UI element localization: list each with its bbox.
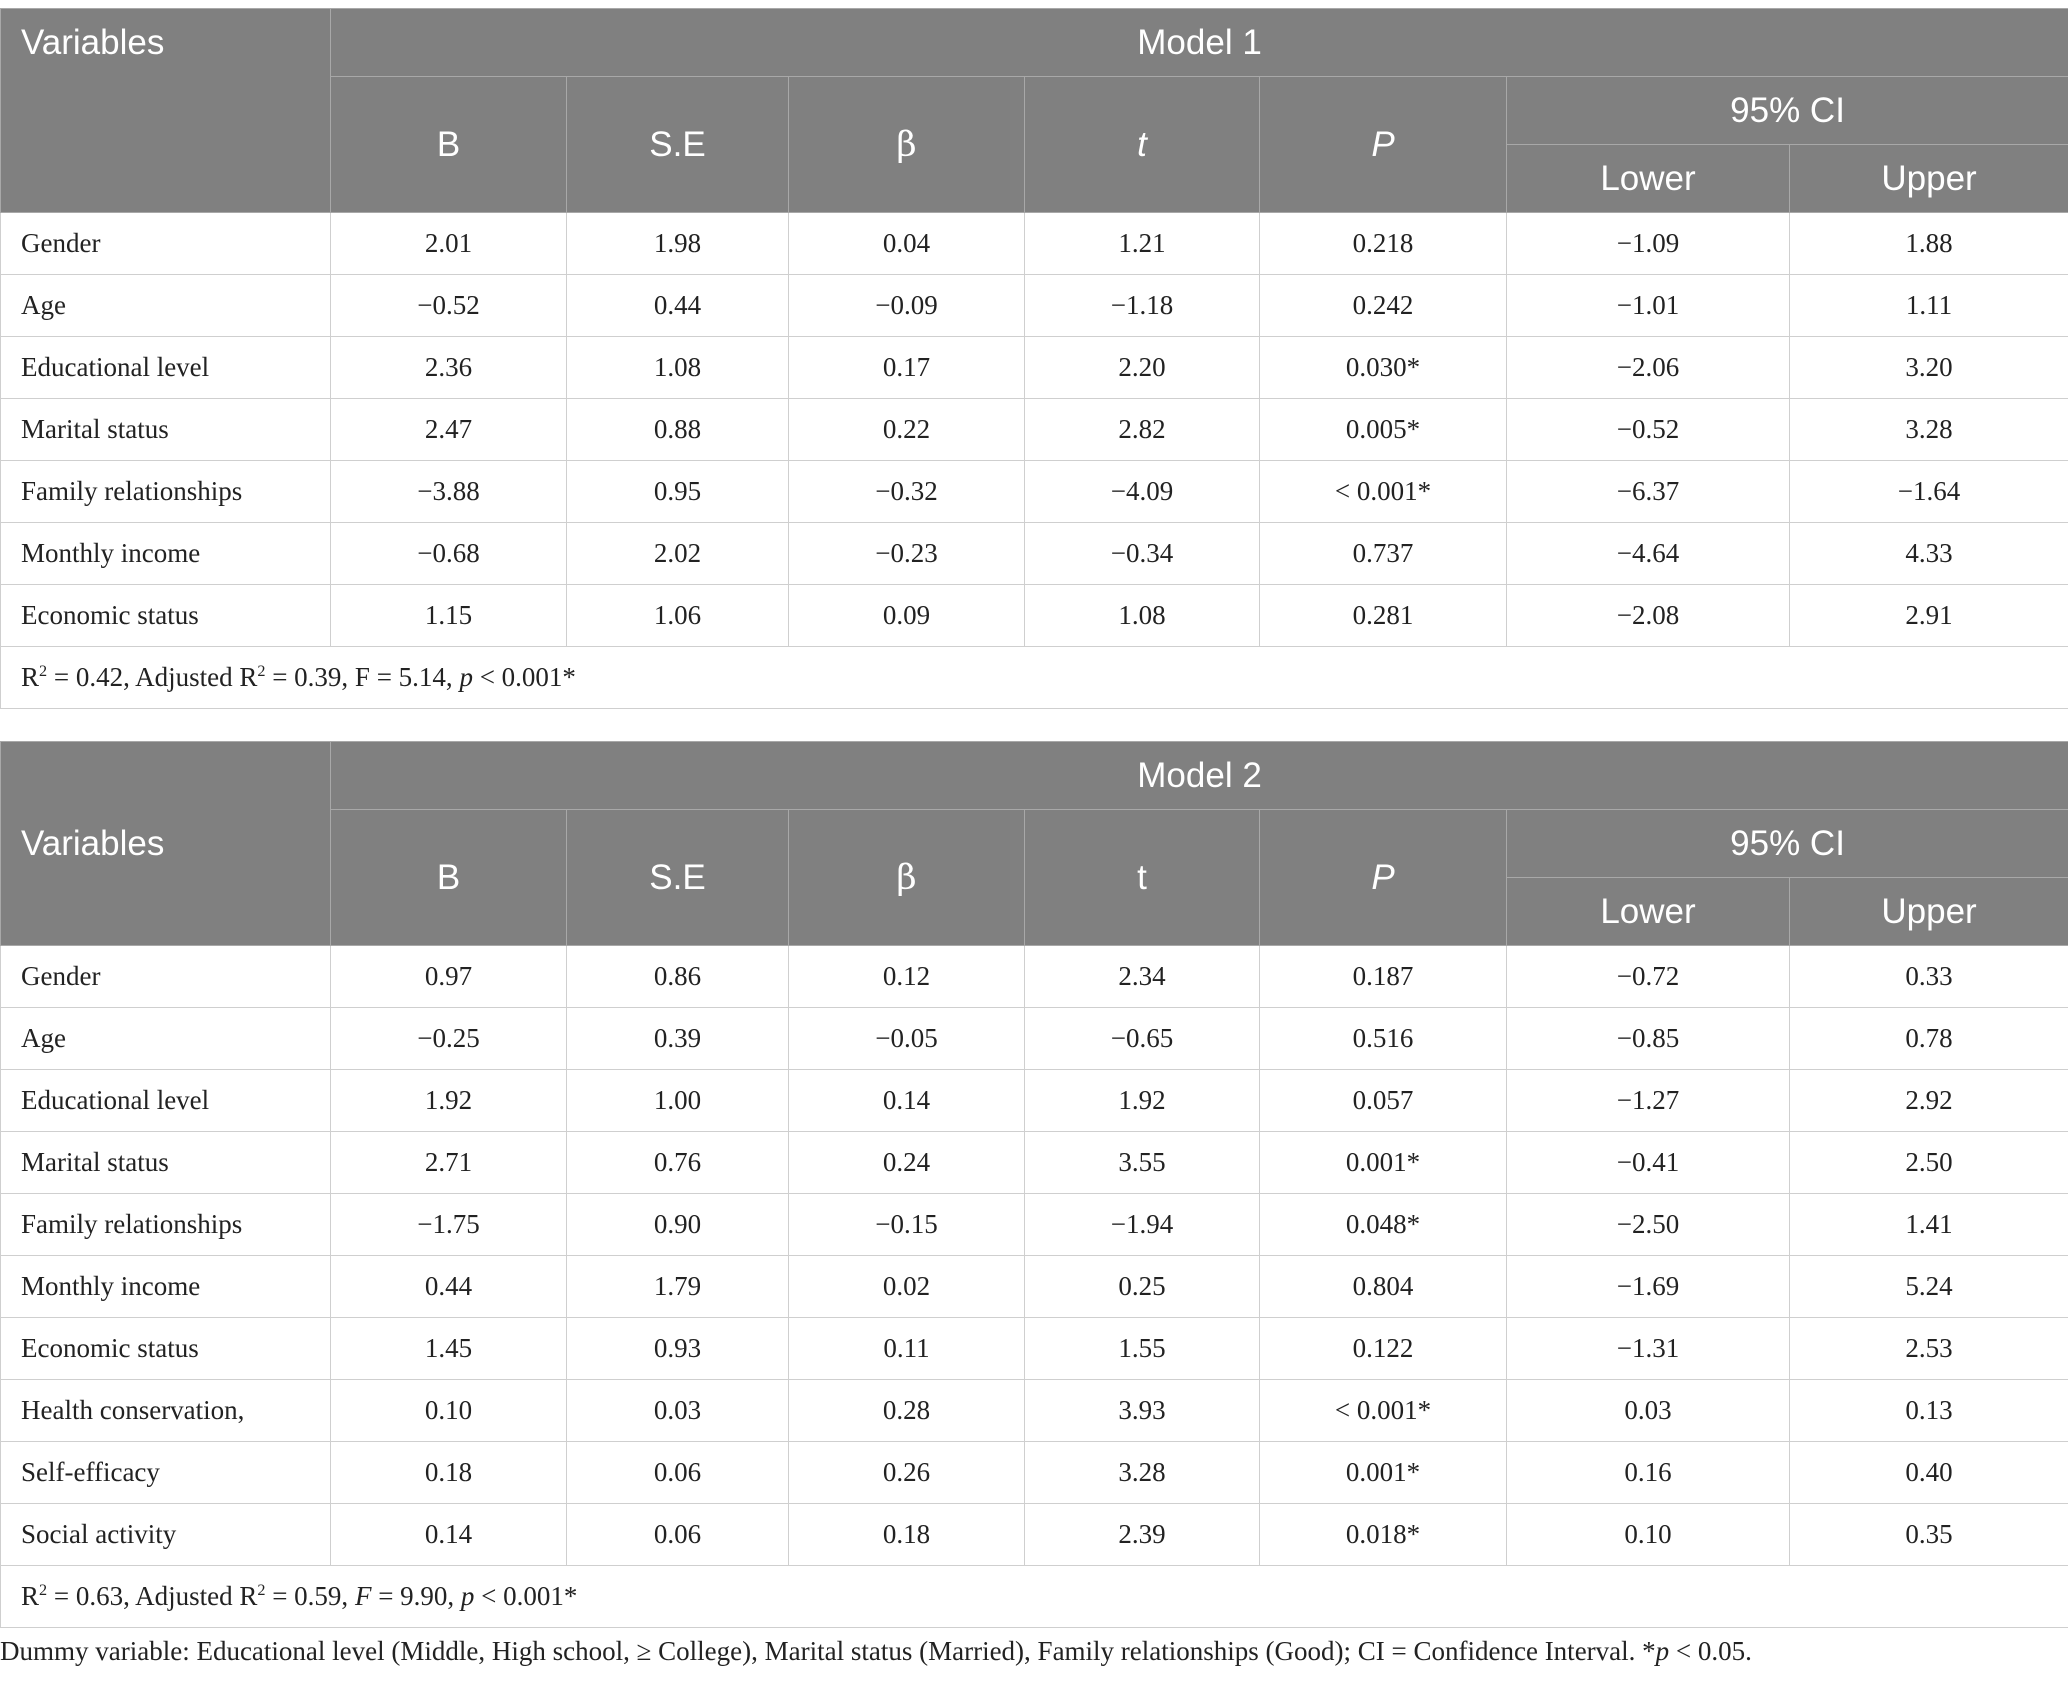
table-row xyxy=(1,1256,2068,1318)
cell-b: −3.88 xyxy=(331,461,567,523)
cell-upper: 1.11 xyxy=(1790,275,2068,337)
cell-b: −0.25 xyxy=(331,1008,567,1070)
summary-r2: R xyxy=(21,662,40,692)
cell-upper: 0.33 xyxy=(1790,946,2068,1008)
cell-b: 2.01 xyxy=(331,213,567,275)
cell-p: 0.018* xyxy=(1260,1504,1507,1566)
table-row xyxy=(1,461,2068,523)
cell-upper: 1.88 xyxy=(1790,213,2068,275)
table-row xyxy=(1,1070,2068,1132)
cell-beta: 0.14 xyxy=(789,1070,1025,1132)
cell-se: 1.98 xyxy=(567,213,789,275)
variable-name-cell: Gender xyxy=(1,213,331,275)
cell-p: 0.030* xyxy=(1260,337,1507,399)
cell-lower: 0.16 xyxy=(1507,1442,1790,1504)
cell-beta: 0.28 xyxy=(789,1380,1025,1442)
summary-adj-sup: 2 xyxy=(257,662,266,680)
cell-lower: −0.41 xyxy=(1507,1132,1790,1194)
col-t-header: t xyxy=(1025,810,1260,946)
cell-b: 0.97 xyxy=(331,946,567,1008)
variable-name-cell: Monthly income xyxy=(1,523,331,585)
cell-p: 0.001* xyxy=(1260,1442,1507,1504)
cell-se: 0.06 xyxy=(567,1442,789,1504)
cell-t: 2.39 xyxy=(1025,1504,1260,1566)
cell-lower: −4.64 xyxy=(1507,523,1790,585)
cell-beta: −0.05 xyxy=(789,1008,1025,1070)
cell-t: 1.21 xyxy=(1025,213,1260,275)
cell-se: 0.39 xyxy=(567,1008,789,1070)
cell-upper: 0.13 xyxy=(1790,1380,2068,1442)
cell-se: 2.02 xyxy=(567,523,789,585)
col-b-header: B xyxy=(331,810,567,946)
summary-r2-sup: 2 xyxy=(39,1581,48,1599)
variable-name-cell: Age xyxy=(1,275,331,337)
cell-b: −0.68 xyxy=(331,523,567,585)
cell-beta: −0.32 xyxy=(789,461,1025,523)
cell-b: −0.52 xyxy=(331,275,567,337)
cell-p: 0.242 xyxy=(1260,275,1507,337)
cell-t: 3.55 xyxy=(1025,1132,1260,1194)
cell-se: 0.44 xyxy=(567,275,789,337)
cell-beta: −0.15 xyxy=(789,1194,1025,1256)
cell-p: 0.001* xyxy=(1260,1132,1507,1194)
cell-lower: −2.08 xyxy=(1507,585,1790,647)
cell-beta: 0.02 xyxy=(789,1256,1025,1318)
cell-lower: 0.10 xyxy=(1507,1504,1790,1566)
cell-b: 0.10 xyxy=(331,1380,567,1442)
cell-lower: −1.27 xyxy=(1507,1070,1790,1132)
cell-upper: 2.92 xyxy=(1790,1070,2068,1132)
cell-p: < 0.001* xyxy=(1260,1380,1507,1442)
col-p-header: P xyxy=(1260,810,1507,946)
cell-beta: 0.18 xyxy=(789,1504,1025,1566)
variable-name-cell: Social activity xyxy=(1,1504,331,1566)
table-row xyxy=(1,585,2068,647)
cell-p: 0.187 xyxy=(1260,946,1507,1008)
cell-t: −4.09 xyxy=(1025,461,1260,523)
cell-upper: 3.20 xyxy=(1790,337,2068,399)
cell-beta: −0.09 xyxy=(789,275,1025,337)
cell-se: 1.08 xyxy=(567,337,789,399)
cell-t: −1.18 xyxy=(1025,275,1260,337)
col-se-header: S.E xyxy=(567,810,789,946)
cell-beta: 0.22 xyxy=(789,399,1025,461)
cell-b: 1.45 xyxy=(331,1318,567,1380)
variable-name-cell: Age xyxy=(1,1008,331,1070)
cell-p: 0.122 xyxy=(1260,1318,1507,1380)
variable-name-cell: Monthly income xyxy=(1,1256,331,1318)
cell-beta: 0.11 xyxy=(789,1318,1025,1380)
cell-se: 0.03 xyxy=(567,1380,789,1442)
cell-t: 1.55 xyxy=(1025,1318,1260,1380)
cell-p: 0.218 xyxy=(1260,213,1507,275)
col-beta-header: β xyxy=(789,77,1025,213)
cell-b: 1.92 xyxy=(331,1070,567,1132)
cell-t: 2.82 xyxy=(1025,399,1260,461)
model-1-table xyxy=(0,8,2068,709)
model-header: Model 1 xyxy=(331,9,2068,77)
col-se-header: S.E xyxy=(567,77,789,213)
cell-upper: 1.41 xyxy=(1790,1194,2068,1256)
cell-upper: 2.53 xyxy=(1790,1318,2068,1380)
table-row xyxy=(1,1504,2068,1566)
cell-se: 0.76 xyxy=(567,1132,789,1194)
cell-upper: 0.40 xyxy=(1790,1442,2068,1504)
cell-upper: 2.91 xyxy=(1790,585,2068,647)
cell-se: 0.93 xyxy=(567,1318,789,1380)
cell-p: 0.804 xyxy=(1260,1256,1507,1318)
table-row xyxy=(1,1194,2068,1256)
model-2-summary xyxy=(1,1566,2068,1628)
table-row xyxy=(1,1442,2068,1504)
col-ci-header: 95% CI xyxy=(1507,77,2068,145)
cell-lower: −1.09 xyxy=(1507,213,1790,275)
variable-name-cell: Gender xyxy=(1,946,331,1008)
table-row xyxy=(1,523,2068,585)
cell-upper: 4.33 xyxy=(1790,523,2068,585)
variable-name-cell: Marital status xyxy=(1,399,331,461)
cell-lower: −1.69 xyxy=(1507,1256,1790,1318)
cell-se: 1.79 xyxy=(567,1256,789,1318)
cell-upper: 0.78 xyxy=(1790,1008,2068,1070)
footnote-tail: < 0.05. xyxy=(1669,1636,1752,1666)
cell-b: 0.18 xyxy=(331,1442,567,1504)
col-upper-header: Upper xyxy=(1790,878,2068,946)
cell-se: 1.00 xyxy=(567,1070,789,1132)
cell-beta: 0.17 xyxy=(789,337,1025,399)
table-row xyxy=(1,1008,2068,1070)
cell-se: 1.06 xyxy=(567,585,789,647)
variable-name-cell: Family relationships xyxy=(1,461,331,523)
variable-name-cell: Marital status xyxy=(1,1132,331,1194)
cell-t: 2.34 xyxy=(1025,946,1260,1008)
col-p-header: P xyxy=(1260,77,1507,213)
table-row xyxy=(1,337,2068,399)
cell-p: 0.281 xyxy=(1260,585,1507,647)
cell-lower: 0.03 xyxy=(1507,1380,1790,1442)
cell-lower: −6.37 xyxy=(1507,461,1790,523)
summary-r2-value: = 0.63, Adjusted R xyxy=(47,1581,258,1611)
table-row xyxy=(1,1318,2068,1380)
cell-p: 0.005* xyxy=(1260,399,1507,461)
cell-lower: −2.50 xyxy=(1507,1194,1790,1256)
table-row xyxy=(1,399,2068,461)
variables-header: Variables xyxy=(1,9,331,213)
cell-b: 2.47 xyxy=(331,399,567,461)
cell-upper: 5.24 xyxy=(1790,1256,2068,1318)
cell-b: −1.75 xyxy=(331,1194,567,1256)
cell-lower: −0.52 xyxy=(1507,399,1790,461)
col-b-header: B xyxy=(331,77,567,213)
summary-p-letter: p xyxy=(459,662,473,692)
cell-b: 2.36 xyxy=(331,337,567,399)
cell-b: 2.71 xyxy=(331,1132,567,1194)
footnote-p-letter: p xyxy=(1655,1636,1670,1666)
variables-header: Variables xyxy=(1,742,331,946)
cell-beta: 0.24 xyxy=(789,1132,1025,1194)
summary-p-letter: p xyxy=(460,1581,475,1611)
cell-b: 0.44 xyxy=(331,1256,567,1318)
summary-f-letter: F xyxy=(354,1581,372,1611)
cell-beta: −0.23 xyxy=(789,523,1025,585)
cell-t: −0.65 xyxy=(1025,1008,1260,1070)
col-lower-header: Lower xyxy=(1507,878,1790,946)
summary-r2: R xyxy=(21,1581,40,1611)
variable-name-cell: Economic status xyxy=(1,1318,331,1380)
variable-name-cell: Self-efficacy xyxy=(1,1442,331,1504)
cell-upper: 2.50 xyxy=(1790,1132,2068,1194)
cell-beta: 0.09 xyxy=(789,585,1025,647)
cell-se: 0.86 xyxy=(567,946,789,1008)
cell-upper: 0.35 xyxy=(1790,1504,2068,1566)
table-row xyxy=(1,1132,2068,1194)
col-t-header: t xyxy=(1025,77,1260,213)
model-2-table xyxy=(0,741,2068,1628)
cell-b: 0.14 xyxy=(331,1504,567,1566)
cell-t: 3.93 xyxy=(1025,1380,1260,1442)
cell-p: 0.737 xyxy=(1260,523,1507,585)
footnote-text: Dummy variable: Educational level (Middle, High school, ≥ College), Marital status (Married), Family relationships (Good); CI = Confidence Interval. * xyxy=(0,1636,1656,1666)
summary-adj-value: = 0.39, F = 5.14, xyxy=(265,662,460,692)
table-row xyxy=(1,213,2068,275)
table-row xyxy=(1,946,2068,1008)
variable-name-cell: Economic status xyxy=(1,585,331,647)
variable-name-cell: Educational level xyxy=(1,337,331,399)
variable-name-cell: Educational level xyxy=(1,1070,331,1132)
model-header: Model 2 xyxy=(331,742,2068,810)
cell-t: 3.28 xyxy=(1025,1442,1260,1504)
cell-p: 0.057 xyxy=(1260,1070,1507,1132)
cell-p: < 0.001* xyxy=(1260,461,1507,523)
col-upper-header: Upper xyxy=(1790,145,2068,213)
cell-p: 0.516 xyxy=(1260,1008,1507,1070)
cell-lower: −0.72 xyxy=(1507,946,1790,1008)
variable-name-cell: Family relationships xyxy=(1,1194,331,1256)
cell-lower: −1.31 xyxy=(1507,1318,1790,1380)
cell-t: 0.25 xyxy=(1025,1256,1260,1318)
cell-t: −0.34 xyxy=(1025,523,1260,585)
table-row xyxy=(1,1380,2068,1442)
cell-se: 0.88 xyxy=(567,399,789,461)
table-footnote xyxy=(0,1636,1752,1667)
cell-upper: 3.28 xyxy=(1790,399,2068,461)
cell-upper: −1.64 xyxy=(1790,461,2068,523)
cell-t: 1.92 xyxy=(1025,1070,1260,1132)
cell-se: 0.95 xyxy=(567,461,789,523)
summary-r2-sup: 2 xyxy=(39,662,48,680)
cell-se: 0.06 xyxy=(567,1504,789,1566)
cell-lower: −2.06 xyxy=(1507,337,1790,399)
cell-se: 0.90 xyxy=(567,1194,789,1256)
cell-t: 2.20 xyxy=(1025,337,1260,399)
summary-f-value: = 9.90, xyxy=(371,1581,461,1611)
summary-p-value: < 0.001* xyxy=(472,662,576,692)
cell-t: −1.94 xyxy=(1025,1194,1260,1256)
cell-beta: 0.26 xyxy=(789,1442,1025,1504)
variable-name-cell: Health conservation, xyxy=(1,1380,331,1442)
cell-t: 1.08 xyxy=(1025,585,1260,647)
summary-adj-sup: 2 xyxy=(257,1581,266,1599)
model-1-summary xyxy=(1,647,2068,709)
table-row xyxy=(1,275,2068,337)
cell-lower: −0.85 xyxy=(1507,1008,1790,1070)
col-ci-header: 95% CI xyxy=(1507,810,2068,878)
cell-beta: 0.04 xyxy=(789,213,1025,275)
cell-b: 1.15 xyxy=(331,585,567,647)
summary-r2-value: = 0.42, Adjusted R xyxy=(47,662,258,692)
cell-p: 0.048* xyxy=(1260,1194,1507,1256)
col-beta-header: β xyxy=(789,810,1025,946)
summary-adj-value: = 0.59, xyxy=(265,1581,355,1611)
cell-lower: −1.01 xyxy=(1507,275,1790,337)
col-lower-header: Lower xyxy=(1507,145,1790,213)
summary-p-value: < 0.001* xyxy=(474,1581,578,1611)
cell-beta: 0.12 xyxy=(789,946,1025,1008)
